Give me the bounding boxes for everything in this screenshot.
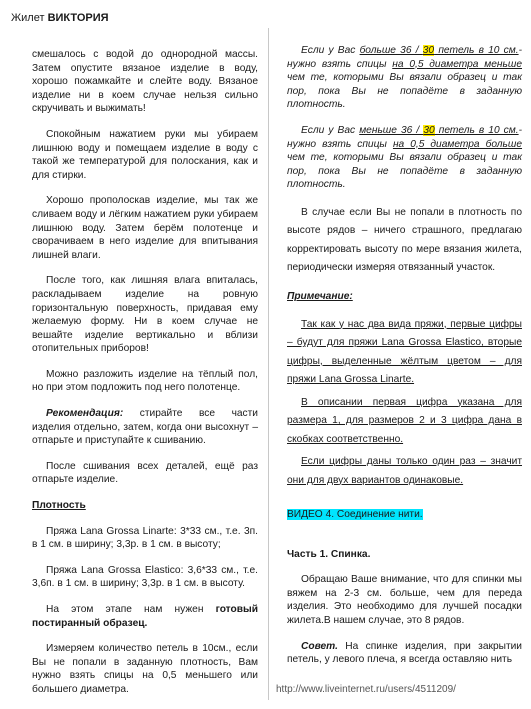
wash-paragraph: смешалось с водой до однородной массы. Затем опустите вязаное изделие в воду, хорошо пожамкайте и слейте воду. Вязаное изделие ни в коем случае нельзя сильно скручивать и выжимать! <box>32 49 258 115</box>
fewer-stitches-e: на 0,5 диаметра больше <box>392 138 523 150</box>
fewer-stitches-paragraph <box>287 124 522 192</box>
floor-paragraph: Можно разложить изделие на тёплый пол, но при этом подложить под него полотенце. <box>32 368 258 394</box>
density-heading: Плотность <box>32 500 86 512</box>
recommendation-text: стирайте все части изделия отдельно, затем, когда они высохнут – отпарьте и приступайте к сшиванию. <box>32 408 258 447</box>
more-stitches-e: на 0,5 диаметра меньше <box>392 58 522 70</box>
fewer-stitches-f: чем те, которыми Вы вязали образец и так пор, пока Вы не попадёте в заданную плотность. <box>287 152 522 191</box>
note-sizes-paragraph: В описании первая цифра указана для размера 1, для размеров 2 и 3 цифра дана в скобках соответственно. <box>287 396 522 445</box>
part1-heading: Часть 1. Спинка. <box>287 548 371 560</box>
note-single-paragraph: Если цифры даны только один раз – значит они для двух вариантов одинаковые. <box>287 456 522 486</box>
drying-paragraph: После того, как лишняя влага впиталась, раскладываем изделие на ровную горизонтальную поверхность, придавая ему желаемую форму. Ни в коем случае не вешайте изделие вертикально и вблизи отопительных приборов! <box>32 275 258 355</box>
page-header <box>11 12 109 26</box>
sample-text: На этом этапе нам нужен <box>46 604 216 615</box>
tip-text: На спинке изделия, при закрытии петель, у левого плеча, я всегда оставляю нить <box>287 640 522 666</box>
more-stitches-highlight: 30 <box>422 45 435 56</box>
tip-paragraph <box>287 640 522 667</box>
towel-paragraph: Хорошо прополоскав изделие, мы так же сливаем воду и лёгким нажатием руки убираем лишнюю воду. Затем берём полотенце и сворачиваем в него изделие для впитывания лишней влаги. <box>32 195 258 261</box>
video-link[interactable]: ВИДЕО 4. Соединение нити. <box>287 509 423 521</box>
source-url[interactable]: http://www.liveinternet.ru/users/4511209/ <box>276 684 456 695</box>
note-yarn-paragraph: Так как у нас два вида пряжи, первые цифры – будут для пряжи Lana Grossa Elastico, вторые цифры, выделенные жёлтым цветом – для пряжи Lana Grossa Linarte. <box>287 318 522 386</box>
tip-label: Совет. <box>301 640 338 652</box>
more-stitches-c: петель в 10 см. <box>434 45 519 56</box>
sample-bold: готовый постиранный образец. <box>32 604 258 629</box>
linarte-density: Пряжа Lana Grossa Linarte: 3*33 см., т.е. 3п. в 1 см. в ширину; 3,3р. в 1 см. в высоту; <box>32 525 258 551</box>
header-prefix: Жилет <box>11 12 48 24</box>
recommendation-paragraph <box>32 407 258 448</box>
video-line <box>287 508 522 522</box>
sample-paragraph <box>32 603 258 630</box>
right-column <box>287 44 522 679</box>
more-stitches-a: Если у Вас <box>301 45 360 56</box>
fewer-stitches-a: Если у Вас <box>301 124 360 136</box>
column-divider <box>268 28 269 700</box>
more-stitches-paragraph <box>287 44 522 112</box>
more-stitches-f: чем те, которыми Вы вязали образец и так пор, пока Вы не попадёте в заданную плотность. <box>287 72 522 111</box>
fewer-stitches-highlight: 30 <box>423 124 435 136</box>
row-height-paragraph: В случае если Вы не попали в плотность по высоте рядов – ничего страшного, предлагаю корректировать высоту по мере вязания жилета, периодически измеряя отвязанный участок. <box>287 206 522 274</box>
rinse-paragraph: Спокойным нажатием руки мы убираем лишнюю воду и помещаем изделие в воду с такой же температурой для полоскания, как и для стирки. <box>32 128 258 181</box>
elastico-density: Пряжа Lana Grossa Elastico: 3,6*33 см., т.е. 3,6п. в 1 см. в ширину; 3,3р. в 1 см. в высоту. <box>32 564 258 590</box>
header-title: ВИКТОРИЯ <box>47 12 109 24</box>
steam-paragraph: После сшивания всех деталей, ещё раз отпарьте изделие. <box>32 460 258 486</box>
more-stitches-b: больше 36 / <box>359 45 423 56</box>
left-column <box>32 48 258 709</box>
back-paragraph: Обращаю Ваше внимание, что для спинки мы вяжем на 2-3 см. больше, чем для переда изделия. Это необходимо для лучшей посадки жилета.В нашем случае, это 8 рядов. <box>287 574 522 626</box>
fewer-stitches-b: меньше 36 / <box>359 124 424 136</box>
note-heading: Примечание: <box>287 290 353 302</box>
fewer-stitches-c: петель в 10 см. <box>434 124 519 136</box>
fewer-stitches-d: - нужно взять спицы <box>287 124 522 150</box>
recommendation-label: Рекомендация: <box>46 408 124 420</box>
more-stitches-d: - нужно взять спицы <box>287 45 522 70</box>
measure-paragraph: Измеряем количество петель в 10см., если Вы не попали в заданную плотность, Вам нужно взять спицы на 0,5 меньшего или большего диаметра. <box>32 643 258 695</box>
